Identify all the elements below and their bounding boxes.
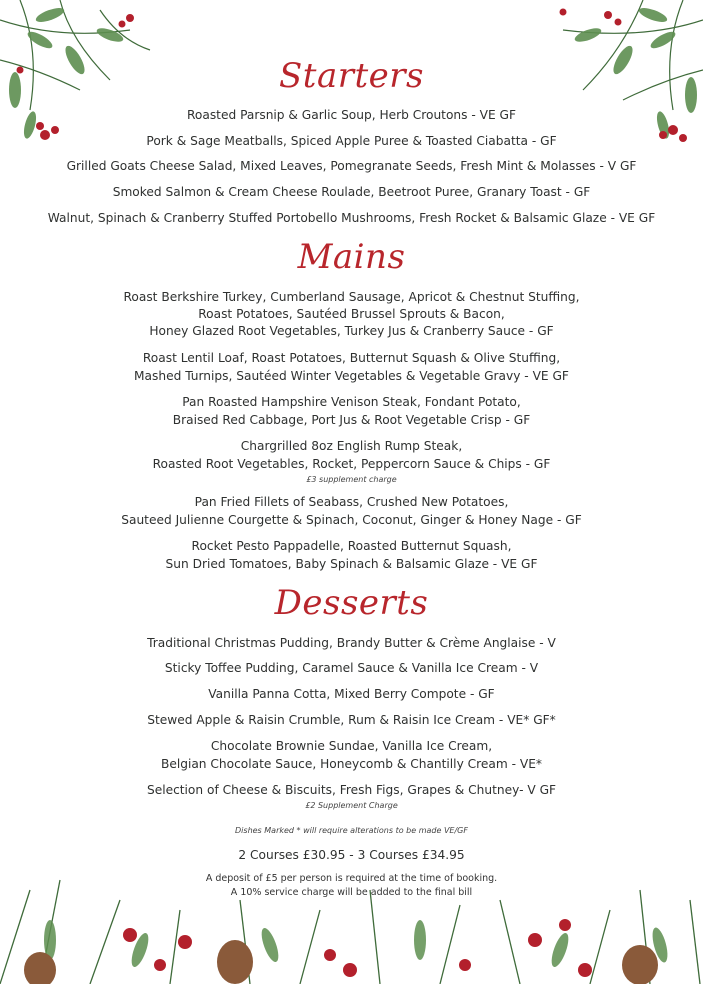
dessert-item: Sticky Toffee Pudding, Caramel Sauce & Vanilla Ice Cream - V [164, 661, 539, 675]
starter-item: Pork & Sage Meatballs, Spiced Apple Puree & Toasted Ciabatta - GF [146, 134, 557, 148]
main-item-line: Mashed Turnips, Sautéed Winter Vegetables & Vegetable Gravy - VE GF [134, 369, 569, 383]
main-item-line: Pan Roasted Hampshire Venison Steak, Fondant Potato, [182, 395, 521, 409]
starter-item: Grilled Goats Cheese Salad, Mixed Leaves, Pomegranate Seeds, Fresh Mint & Molasses - V GF [66, 159, 637, 173]
main-item-line: Roast Potatoes, Sautéed Brussel Sprouts & Bacon, [198, 307, 505, 321]
cheese-supplement-note: £2 Supplement Charge [305, 801, 398, 810]
steak-supplement-note: £3 supplement charge [306, 475, 397, 484]
main-item-line: Sauteed Julienne Courgette & Spinach, Coconut, Ginger & Honey Nage - GF [121, 513, 582, 527]
mains-heading: Mains [297, 237, 406, 277]
main-item-line: Chargrilled 8oz English Rump Steak, [240, 439, 463, 453]
main-item-line: Rocket Pesto Pappadelle, Roasted Butternut Squash, [191, 539, 512, 553]
deposit-note: A deposit of £5 per person is required at the time of booking. [205, 873, 498, 884]
course-pricing: 2 Courses £30.95 - 3 Courses £34.95 [238, 848, 465, 862]
dessert-item: Chocolate Brownie Sundae, Vanilla Ice Cream, [210, 739, 493, 753]
dessert-item: Stewed Apple & Raisin Crumble, Rum & Raisin Ice Cream - VE* GF* [147, 713, 556, 727]
main-item-line: Roast Lentil Loaf, Roast Potatoes, Butternut Squash & Olive Stuffing, [142, 351, 561, 365]
main-item-line: Roasted Root Vegetables, Rocket, Peppercorn Sauce & Chips - GF [152, 457, 551, 471]
dessert-item: Vanilla Panna Cotta, Mixed Berry Compote - GF [208, 687, 495, 701]
starter-item: Roasted Parsnip & Garlic Soup, Herb Croutons - VE GF [186, 108, 517, 122]
starters-heading: Starters [279, 56, 424, 96]
service-charge-note: A 10% service charge will be added to the final bill [230, 887, 473, 898]
main-item-line: Braised Red Cabbage, Port Jus & Root Vegetable Crisp - GF [172, 413, 531, 427]
dessert-item: Belgian Chocolate Sauce, Honeycomb & Chantilly Cream - VE* [160, 757, 543, 771]
alterations-note: Dishes Marked * will require alterations to be made VE/GF [235, 826, 468, 835]
main-item-line: Pan Fried Fillets of Seabass, Crushed New Potatoes, [194, 495, 509, 509]
starter-item: Walnut, Spinach & Cranberry Stuffed Portobello Mushrooms, Fresh Rocket & Balsamic Glaze - VE GF [47, 211, 656, 225]
main-item-line: Honey Glazed Root Vegetables, Turkey Jus & Cranberry Sauce - GF [149, 324, 554, 338]
dessert-item: Traditional Christmas Pudding, Brandy Butter & Crème Anglaise - V [147, 636, 556, 650]
dessert-item: Selection of Cheese & Biscuits, Fresh Figs, Grapes & Chutney- V GF [146, 783, 557, 797]
starter-item: Smoked Salmon & Cream Cheese Roulade, Beetroot Puree, Granary Toast - GF [112, 185, 591, 199]
main-item-line: Roast Berkshire Turkey, Cumberland Sausage, Apricot & Chestnut Stuffing, [123, 290, 580, 304]
main-item-line: Sun Dried Tomatoes, Baby Spinach & Balsamic Glaze - VE GF [165, 557, 538, 571]
desserts-heading: Desserts [274, 583, 429, 623]
